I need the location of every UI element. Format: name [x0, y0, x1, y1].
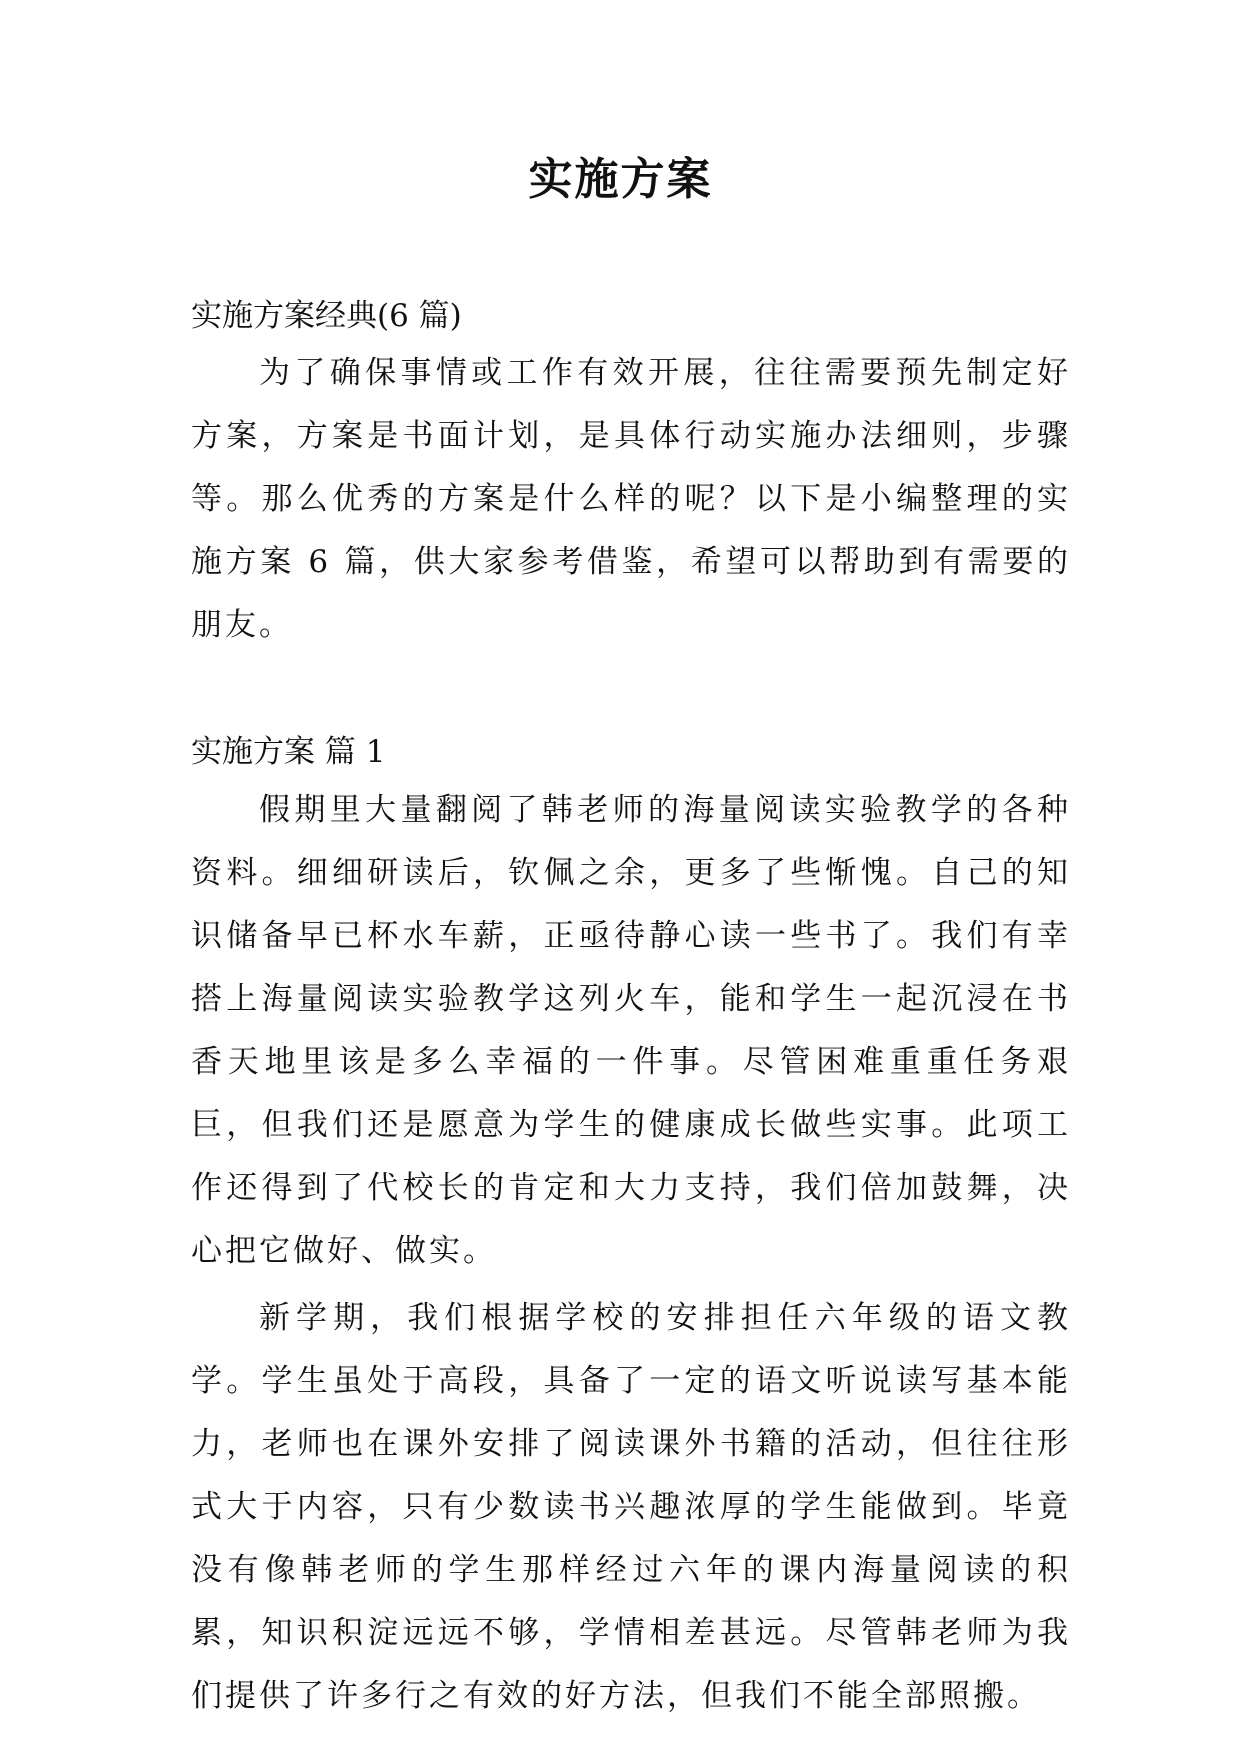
- section-paragraph: 假期里大量翻阅了韩老师的海量阅读实验教学的各种资料。细细研读后，钦佩之余，更多了些惭愧。自己的知识储备早已杯水车薪，正亟待静心读一些书了。我们有幸搭上海量阅读实验教学这列火车，能和学生一起沉浸在书香天地里该是多么幸福的一件事。尽管困难重重任务艰巨，但我们还是愿意为学生的健康成长做些实事。此项工作还得到了代校长的肯定和大力支持，我们倍加鼓舞，决心把它做好、做实。: [191, 792, 1071, 1269]
- document-title: 实施方案: [528, 154, 713, 205]
- document-body: [191, 290, 1071, 1728]
- section-spacer: [191, 657, 1071, 725]
- section-heading: 实施方案 篇 1: [191, 734, 386, 770]
- intro-paragraph: 为了确保事情或工作有效开展，往往需要预先制定好方案，方案是书面计划，是具体行动实施办法细则，步骤等。那么优秀的方案是什么样的呢？以下是小编整理的实施方案 6 篇，供大家参考借鉴，希望可以帮助到有需要的朋友。: [191, 355, 1071, 643]
- section-paragraph: 新学期，我们根据学校的安排担任六年级的语文教学。学生虽处于高段，具备了一定的语文听说读写基本能力，老师也在课外安排了阅读课外书籍的活动，但往往形式大于内容，只有少数读书兴趣浓厚的学生能做到。毕竟没有像韩老师的学生那样经过六年的课内海量阅读的积累，知识积淀远远不够，学情相差甚远。尽管韩老师为我们提供了许多行之有效的好方法，但我们不能全部照搬。: [191, 1300, 1071, 1714]
- document-subtitle: 实施方案经典(6 篇): [191, 298, 462, 334]
